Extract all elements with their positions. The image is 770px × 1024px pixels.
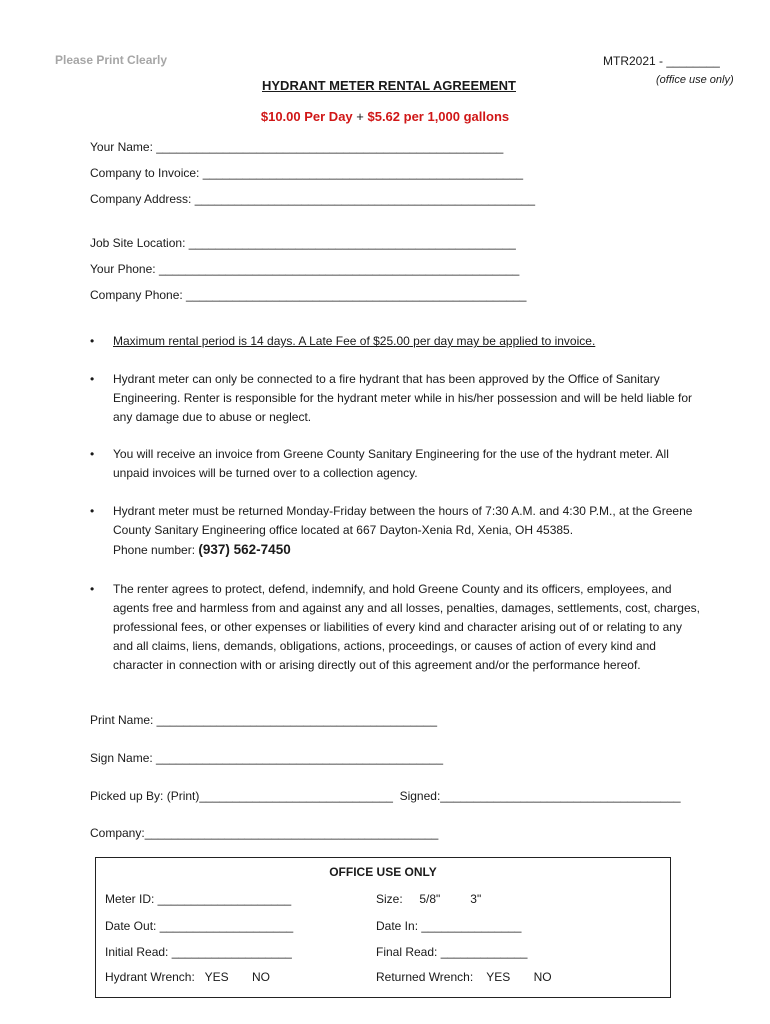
meter-id-field[interactable]: Meter ID: ____________________	[105, 892, 292, 906]
price-line	[0, 109, 770, 124]
initial-read-field[interactable]: Initial Read: __________________	[105, 945, 292, 959]
term-invoice: You will receive an invoice from Greene County Sanitary Engineering for the use of the hydrant meter. All unpaid invoices will be turned over to a collection agency.	[113, 447, 669, 480]
bullet-icon: •	[90, 582, 95, 596]
term-indemnify: The renter agrees to protect, defend, indemnify, and hold Greene County and its officers, employees, and agents free and harmless from and against any and all losses, penalties, damages, settlements, cost, charges, professional fees, or other expenses or liabilities of every kind and character arising out of or relating to any and all claims, liens, demands, obligations, actions, proceedings, or causes of action of every kind and character in connection with or arising directly out of this agreement and/or the performance hereof.	[113, 582, 700, 672]
bullet-icon: •	[90, 447, 95, 461]
returned-wrench-field[interactable]: Returned Wrench: YES NO	[376, 970, 552, 984]
list-item	[90, 502, 702, 560]
list-item	[90, 580, 702, 675]
phone-label: Phone number:	[113, 543, 199, 557]
bullet-icon: •	[90, 372, 95, 386]
price-plus: +	[352, 109, 368, 124]
company-field[interactable]: Company:____________________________________________	[90, 826, 439, 840]
term-hydrant-approval: Hydrant meter can only be connected to a fire hydrant that has been approved by the Office of Sanitary Engineering. Renter is responsible for the hydrant meter while in his/her possession and will be held liable for any damage due to abuse or neglect.	[113, 372, 692, 424]
mtr-number: MTR2021 - ________	[603, 54, 720, 68]
company-invoice-field[interactable]: Company to Invoice: ________________________________________________	[90, 166, 524, 180]
list-item	[90, 445, 702, 483]
your-phone-field[interactable]: Your Phone: ______________________________________________________	[90, 262, 520, 276]
term-return	[113, 502, 702, 560]
phone-number: (937) 562-7450	[198, 542, 291, 557]
term-late-fee: Maximum rental period is 14 days. A Late Fee of $25.00 per day may be applied to invoice.	[113, 334, 596, 348]
print-clearly-note: Please Print Clearly	[55, 53, 168, 67]
size-field[interactable]: Size: 5/8" 3"	[376, 892, 482, 906]
date-in-field[interactable]: Date In: _______________	[376, 919, 522, 933]
list-item	[90, 370, 702, 427]
your-name-field[interactable]: Your Name: ____________________________________________________	[90, 140, 504, 154]
page-title: HYDRANT METER RENTAL AGREEMENT	[262, 78, 516, 93]
office-use-note: (office use only)	[656, 74, 734, 86]
company-address-field[interactable]: Company Address: ___________________________________________________	[90, 192, 536, 206]
bullet-icon: •	[90, 334, 95, 348]
picked-up-field[interactable]: Picked up By: (Print)_____________________________ Signed:____________________________________	[90, 789, 681, 803]
sign-name-field[interactable]: Sign Name: ___________________________________________	[90, 751, 444, 765]
office-use-title: OFFICE USE ONLY	[329, 865, 437, 879]
price-per-day: $10.00 Per Day	[260, 109, 353, 124]
final-read-field[interactable]: Final Read: _____________	[376, 945, 528, 959]
company-phone-field[interactable]: Company Phone: ___________________________________________________	[90, 288, 527, 302]
bullet-icon: •	[90, 504, 95, 518]
print-name-field[interactable]: Print Name: __________________________________________	[90, 713, 437, 727]
list-item	[90, 332, 702, 351]
price-per-gallons: $5.62 per 1,000 gallons	[367, 109, 510, 124]
term-return-text: Hydrant meter must be returned Monday-Friday between the hours of 7:30 A.M. and 4:30 P.M., at the Greene County Sanitary Engineering office located at 667 Dayton-Xenia Rd, Xenia, OH 45385.	[113, 504, 693, 537]
date-out-field[interactable]: Date Out: ____________________	[105, 919, 294, 933]
job-site-field[interactable]: Job Site Location: _________________________________________________	[90, 236, 516, 250]
hydrant-wrench-field[interactable]: Hydrant Wrench: YES NO	[105, 970, 270, 984]
